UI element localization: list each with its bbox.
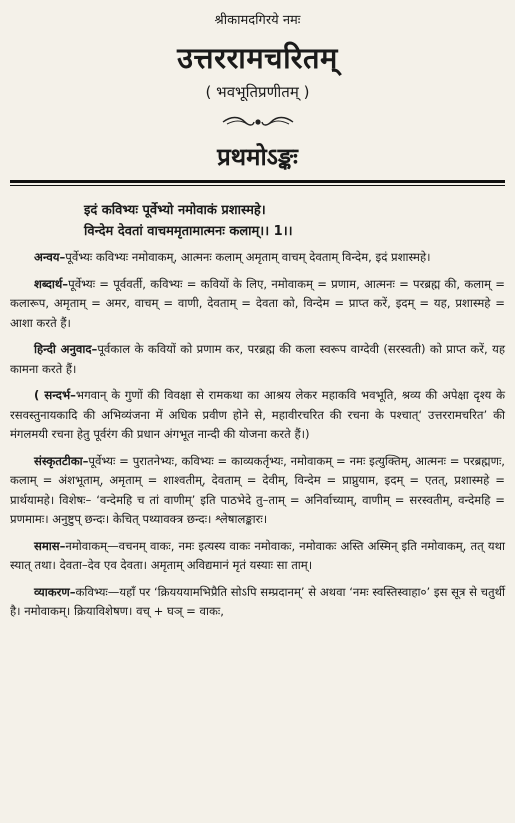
sandarbha-prefix: ( — [34, 388, 45, 402]
vyakarana-paragraph — [10, 583, 505, 622]
hindi-translation-text: पूर्वकाल के कवियों को प्रणाम कर, परब्रह्म की कला स्वरूप वाग्देवी (सरस्वती) को प्राप्त करें, यह कामना करते हैं। — [10, 342, 505, 376]
shabdartha-paragraph — [10, 275, 505, 334]
vyakarana-heading: व्याकरण– — [34, 584, 76, 599]
samasa-heading: समास– — [34, 538, 66, 553]
anvaya-heading: अन्वय– — [34, 250, 66, 264]
act-title: प्रथमोऽङ्कः — [217, 143, 298, 171]
divider-thick — [10, 180, 505, 183]
shabdartha-text: पूर्वेभ्यः = पूर्ववर्ती, कविभ्यः = कवियों के लिए, नमोवाकम् = प्रणाम, आत्मनः = परब्रह्म की, कलाम् = कलारूप, अमृताम् = अमर, वाचम् = वाणी, देवताम् = देवता को, विन्देम = प्राप्त करें, इदम् = यह, प्रशास्महे = आशा करते हैं। — [10, 276, 505, 330]
play-title: उत्तररामचरितम् — [177, 41, 338, 75]
ornament-divider — [10, 114, 505, 130]
sandarbha-heading: सन्दर्भ– — [44, 388, 76, 402]
divider-thin — [10, 185, 505, 186]
invocation-line: श्रीकामदगिरये नमः — [214, 13, 301, 28]
anvaya-paragraph — [10, 248, 505, 268]
samasa-text: नमोवाकम्—वचनम् वाकः, नमः इत्यस्य वाकः नमोवाकः, नमोवाकः अस्ति अस्मिन् इति नमोवाकम्, तत् यथा स्यात् तथा। देवता–देव एव देवता। अमृताम् अविद्यमानं मृतं यस्याः सा ताम्। — [10, 538, 505, 572]
verse-line-2: विन्देम देवतां वाचममृतामात्मनः कलाम्।। 1।। — [84, 224, 293, 239]
flourish-ornament-icon — [221, 114, 295, 130]
sanskrit-tika-paragraph — [10, 452, 505, 530]
shabdartha-heading: शब्दार्थ– — [34, 276, 69, 291]
verse-block — [10, 200, 505, 242]
sanskrit-tika-heading: संस्कृतटीका– — [34, 453, 89, 468]
vyakarana-text: कविभ्यः—यहाँ पर ‘क्रियययामभिप्रैति सोऽपि सम्प्रदानम्’ से अथवा ‘नमः स्वस्तिस्वाहा०’ इस सूत्र से चतुर्थी है। नमोवाकम्। क्रियाविशेषण। वच् + घञ् = वाकः, — [10, 584, 505, 618]
sanskrit-tika-text: पूर्वेभ्यः = पुरातनेभ्यः, कविभ्यः = काव्यकर्तृभ्यः, नमोवाकम् = नमः इत्युक्तिम्, आत्मनः = परब्रह्मणः, कलाम् = अंशभूताम्, अमृताम् = शाश्वतीम्, देवताम् = देवीम्, विन्देम = प्राप्नुयाम, इदम् = एतत्, प्रशास्महे = प्रार्थयामहे। विशेषः– ‘वन्देमहि च तां वाणीम्’ इति पाठभेदे तु–ताम् = अनिर्वाच्याम्, वाणीम् = सरस्वतीम्, वन्देमहि = प्रणमामः। अनुष्टुप् छन्दः। केचित् पथ्यावक्त्र छन्दः। श्लेषालङ्कारः। — [10, 453, 505, 526]
anvaya-text: पूर्वेभ्यः कविभ्यः नमोवाकम्, आत्मनः कलाम् अमृताम् वाचम् देवताम् विन्देम, इदं प्रशास्महे। — [65, 250, 431, 264]
sandarbha-paragraph — [10, 386, 505, 445]
author-attribution: ( भवभूतिप्रणीतम् ) — [205, 83, 310, 101]
hindi-translation-paragraph — [10, 340, 505, 379]
hindi-translation-heading: हिन्दी अनुवाद– — [34, 342, 98, 356]
samasa-paragraph — [10, 537, 505, 576]
sandarbha-text: भगवान् के गुणों की विवक्षा से रामकथा का आश्रय लेकर महाकवि भवभूति, श्रव्य की अपेक्षा दृश्य के रसवस्तुनायकादि की अभिव्यंजना में अधिक प्रवीण होने से, महावीरचरित की रचना के पश्चात्‘ उत्तररामचरित’ की मंगलमयी रचना हेतु पूर्वरंग की प्रधान अंगभूत नान्दी की योजना करते हैं।) — [10, 388, 505, 441]
verse-line-1: इदं कविभ्यः पूर्वेभ्यो नमोवाकं प्रशास्महे। — [84, 203, 266, 218]
